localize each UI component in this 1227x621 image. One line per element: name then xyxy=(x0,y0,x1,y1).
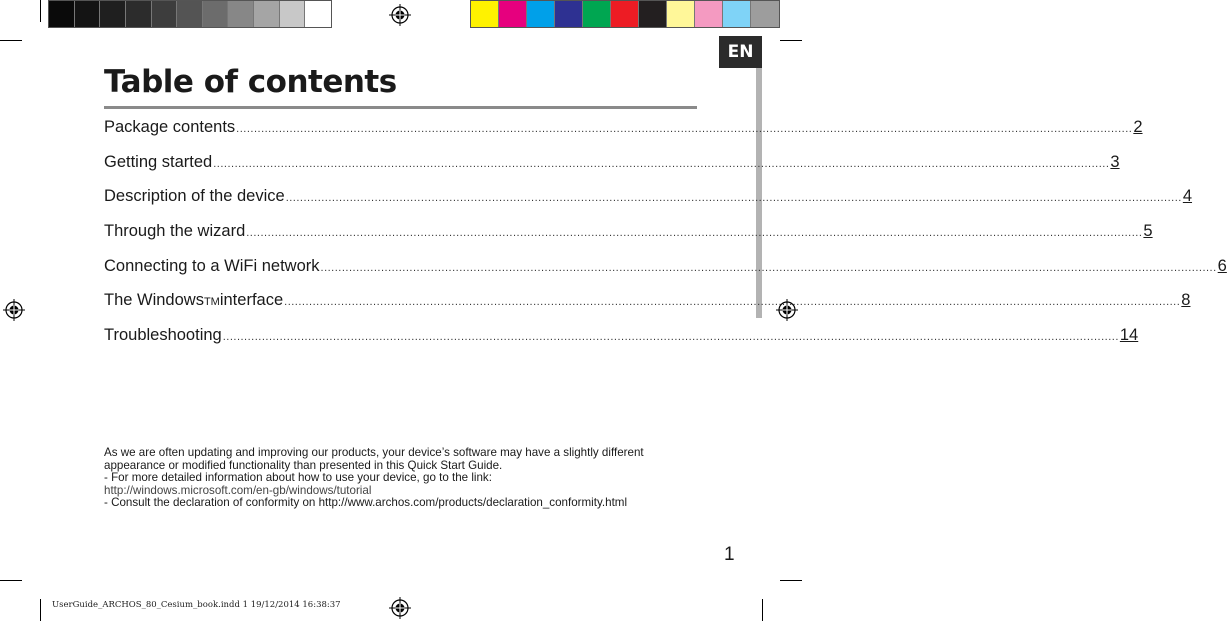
crop-mark xyxy=(0,580,22,581)
trademark-mark: TM xyxy=(203,296,220,309)
color-swatch xyxy=(527,1,555,27)
color-swatch xyxy=(100,1,126,27)
color-swatch xyxy=(49,1,75,27)
registration-mark-icon xyxy=(389,597,411,619)
color-swatch xyxy=(723,1,751,27)
toc-entry[interactable] xyxy=(104,287,1191,322)
title-underline xyxy=(104,106,697,109)
dot-leader: ............................................................................................................................................................................................................................................................ xyxy=(222,331,1119,344)
registration-mark-icon xyxy=(3,299,25,321)
color-swatch xyxy=(471,1,499,27)
toc-entry-label: Package contents xyxy=(104,118,236,136)
color-swatch xyxy=(667,1,695,27)
disclaimer-intro: As we are often updating and improving our products, your device’s software may have a slightly different appearance or modified functionality than presented in this Quick Start Guide. xyxy=(104,446,644,472)
toc-entry[interactable] xyxy=(104,218,1153,253)
toc-entry-page: 3 xyxy=(1110,152,1120,171)
dot-leader: ............................................................................................................................................................................................................................................................ xyxy=(320,261,1217,274)
disclaimer-bullet: - Consult the declaration of conformity on http://www.archos.com/products/declaration_conformity.html xyxy=(104,496,628,510)
toc-entry-page: 2 xyxy=(1133,118,1143,136)
toc-entry-page: 5 xyxy=(1143,222,1153,241)
toc-entry[interactable] xyxy=(104,253,1227,288)
disclaimer-note xyxy=(104,447,704,510)
color-swatch xyxy=(305,1,331,27)
dot-leader: ............................................................................................................................................................................................................................................................ xyxy=(246,227,1143,240)
toc-entry[interactable] xyxy=(104,322,1139,357)
color-swatch xyxy=(152,1,178,27)
color-swatch xyxy=(254,1,280,27)
page-number: 1 xyxy=(724,544,735,565)
color-swatch xyxy=(126,1,152,27)
color-swatch xyxy=(228,1,254,27)
toc-list xyxy=(104,114,1227,357)
color-swatch xyxy=(203,1,229,27)
registration-mark-icon xyxy=(389,4,411,26)
toc-entry-page: 14 xyxy=(1119,326,1139,345)
toc-entry-label: The Windows xyxy=(104,291,204,310)
print-slug: UserGuide_ARCHOS_80_Cesium_book.indd 1 19/12/2014 16:38:37 xyxy=(52,600,341,610)
toc-entry-page: 4 xyxy=(1182,187,1193,206)
color-swatch xyxy=(583,1,611,27)
color-swatch xyxy=(751,1,779,27)
crop-mark xyxy=(780,580,802,581)
toc-entry[interactable] xyxy=(104,114,1143,149)
process-color-bar xyxy=(470,0,780,28)
tutorial-link[interactable]: http://windows.microsoft.com/en-gb/windows/tutorial xyxy=(104,483,372,497)
toc-entry-page: 6 xyxy=(1217,256,1227,275)
page-title: Table of contents xyxy=(104,64,397,100)
toc-entry-label-tail: interface xyxy=(219,291,284,310)
color-swatch xyxy=(555,1,583,27)
crop-mark xyxy=(780,40,802,41)
dot-leader: ............................................................................................................................................................................................................................................................ xyxy=(213,157,1110,170)
color-swatch xyxy=(280,1,306,27)
toc-entry-label: Getting started xyxy=(104,152,213,171)
crop-mark xyxy=(40,599,41,621)
crop-mark xyxy=(0,40,22,41)
toc-entry-page: 8 xyxy=(1181,291,1191,310)
color-swatch xyxy=(177,1,203,27)
grayscale-color-bar xyxy=(48,0,332,28)
color-swatch xyxy=(499,1,527,27)
crop-mark xyxy=(762,599,763,621)
dot-leader: ............................................................................................................................................................................................................................................................ xyxy=(285,192,1182,205)
toc-entry-label: Troubleshooting xyxy=(104,326,222,345)
toc-entry-label: Connecting to a WiFi network xyxy=(104,256,320,275)
toc-entry-label: Through the wizard xyxy=(104,222,246,241)
crop-mark xyxy=(40,0,41,22)
language-tab: EN xyxy=(719,36,762,68)
toc-entry[interactable] xyxy=(104,183,1193,218)
dot-leader: ............................................................................................................................................................................................................................................................ xyxy=(236,123,1133,135)
toc-entry-label: Description of the device xyxy=(104,187,285,206)
toc-entry[interactable] xyxy=(104,149,1120,184)
color-swatch xyxy=(639,1,667,27)
color-swatch xyxy=(611,1,639,27)
color-swatch xyxy=(75,1,101,27)
disclaimer-bullet: - For more detailed information about how to use your device, go to the link: xyxy=(104,471,492,485)
dot-leader: ............................................................................................................................................................................................................................................................ xyxy=(284,296,1181,309)
color-swatch xyxy=(695,1,723,27)
